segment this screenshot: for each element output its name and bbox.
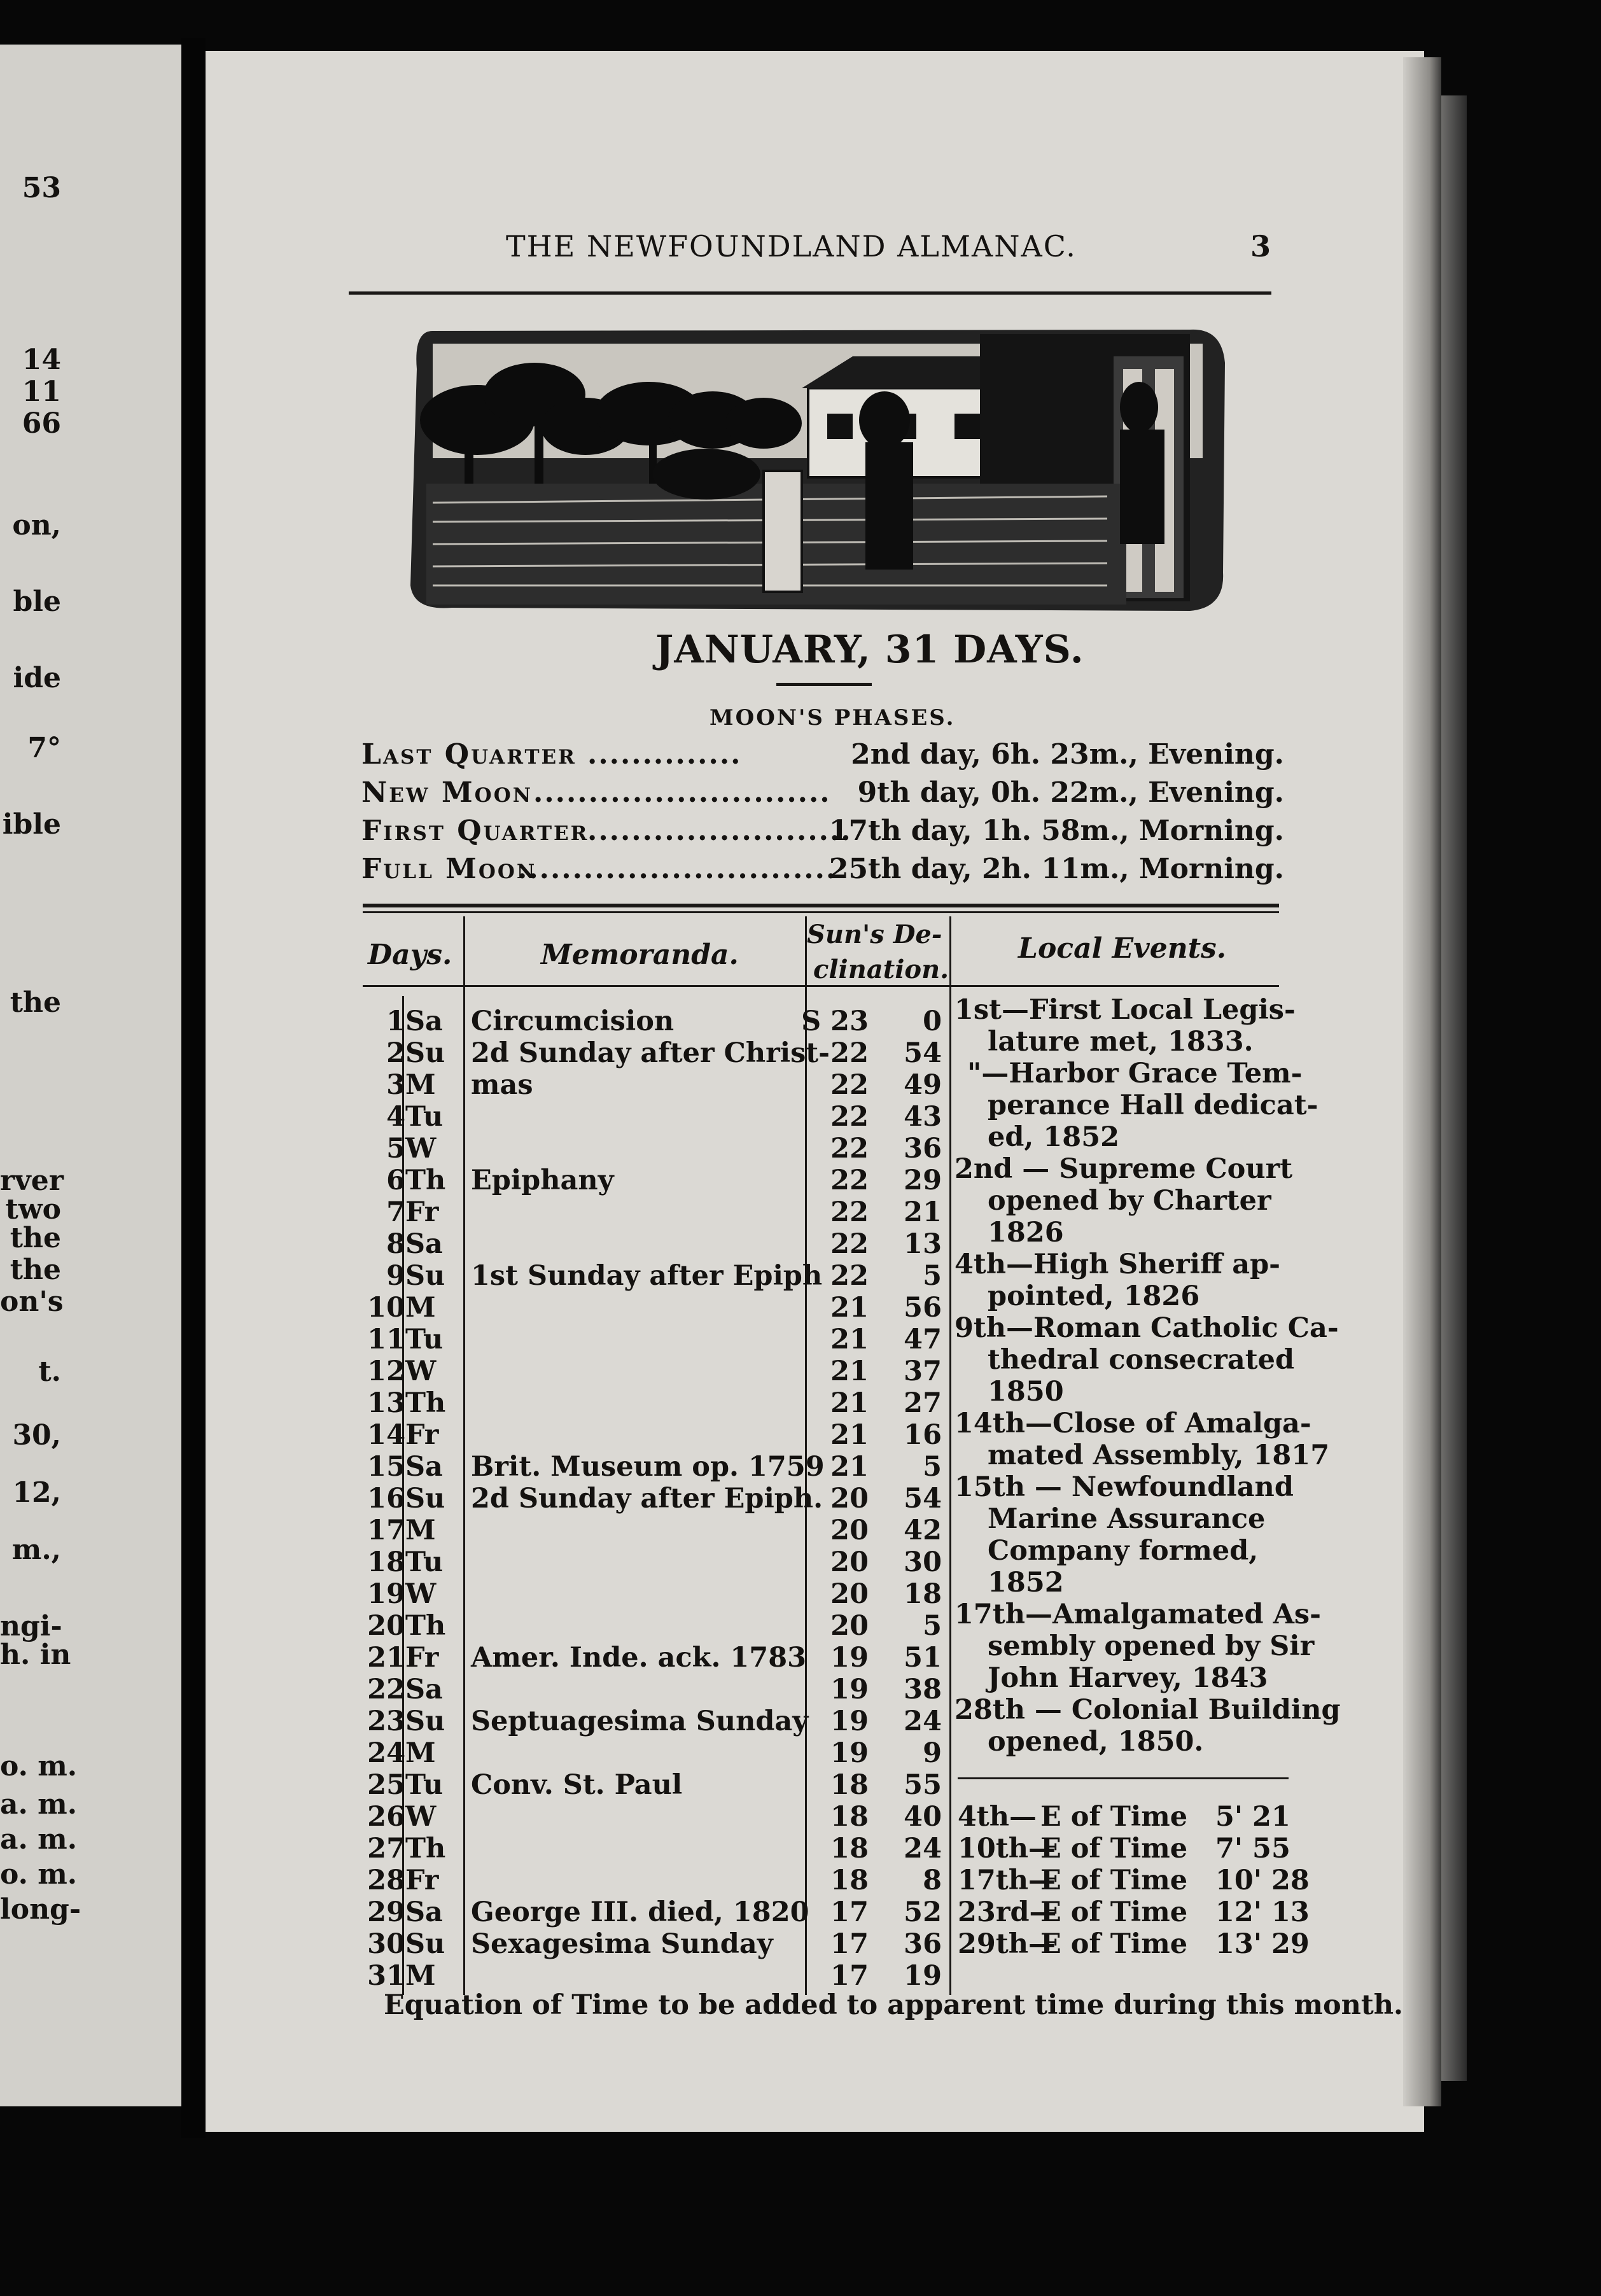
weekday: W	[405, 1578, 437, 1610]
moon-phases-heading: MOON'S PHASES.	[710, 705, 956, 731]
facing-page-text-fragment: o. m.	[0, 1750, 78, 1782]
weekday: Tu	[405, 1101, 444, 1133]
declination-minutes: 49	[904, 1069, 942, 1101]
day-number: 19	[367, 1578, 405, 1610]
local-event-line: John Harvey, 1843	[988, 1662, 1268, 1694]
declination-minutes: 18	[904, 1578, 942, 1610]
facing-page-text-fragment: the	[10, 1254, 61, 1286]
equation-of-time-row	[958, 1896, 1310, 1928]
running-header: THE NEWFOUNDLAND ALMANAC.	[506, 229, 1077, 263]
eot-label: E of Time	[1040, 1896, 1188, 1928]
declination-degrees: 19	[830, 1674, 869, 1705]
weekday: Su	[405, 1705, 445, 1737]
declination-minutes: 19	[904, 1960, 942, 1992]
weekday: Sa	[405, 1005, 443, 1037]
declination-minutes: 27	[904, 1387, 942, 1419]
weekday: Su	[405, 1928, 445, 1960]
phase-name: Full Moon	[361, 853, 537, 885]
day-number: 16	[367, 1483, 405, 1515]
eot-day: 17th—	[958, 1865, 1056, 1896]
declination-degrees: 20	[830, 1483, 869, 1515]
declination-degrees: 19	[830, 1642, 869, 1674]
day-number: 27	[367, 1833, 405, 1865]
declination-degrees: 21	[830, 1355, 869, 1387]
day-number: 11	[367, 1324, 405, 1355]
eot-value: 10' 28	[1215, 1865, 1310, 1896]
day-number: 2	[386, 1037, 405, 1069]
equation-of-time-row	[958, 1801, 1289, 1833]
declination-degrees: 19	[830, 1705, 869, 1737]
phase-name: Last Quarter	[361, 738, 577, 771]
facing-page-text-fragment: 14	[22, 344, 61, 376]
eot-label: E of Time	[1040, 1833, 1188, 1865]
declination-degrees: 19	[830, 1737, 869, 1769]
weekday: W	[405, 1355, 437, 1387]
phase-leader-dots: ...........................	[533, 776, 831, 809]
declination-minutes: 29	[904, 1165, 942, 1196]
declination-minutes: 56	[904, 1292, 942, 1324]
day-number: 26	[367, 1801, 405, 1833]
moon-phase-row	[361, 738, 1284, 776]
declination-minutes: 21	[904, 1196, 942, 1228]
local-event-line: lature met, 1833.	[988, 1026, 1254, 1058]
declination-degrees: 22	[830, 1133, 869, 1165]
table-top-rule-thin	[363, 911, 1279, 913]
declination-degrees: 18	[830, 1801, 869, 1833]
memorandum: Sexagesima Sunday	[471, 1928, 773, 1960]
weekday: Tu	[405, 1324, 444, 1355]
eot-value: 5' 21	[1215, 1801, 1290, 1833]
page-edge-shadow	[1441, 95, 1467, 2081]
local-event-line: 15th — Newfoundland	[954, 1471, 1294, 1503]
day-number: 30	[367, 1928, 405, 1960]
declination-minutes: 24	[904, 1705, 942, 1737]
weekday: W	[405, 1133, 437, 1165]
memorandum: Brit. Museum op. 1759	[471, 1451, 825, 1483]
declination-minutes: 54	[904, 1037, 942, 1069]
declination-minutes: 43	[904, 1101, 942, 1133]
equation-of-time-row	[958, 1928, 1310, 1960]
phase-name: First Quarter	[361, 815, 589, 847]
local-event-line: thedral consecrated	[988, 1344, 1295, 1376]
day-number: 9	[386, 1260, 405, 1292]
eot-day: 10th—	[958, 1833, 1056, 1865]
page-edge-stack	[1403, 57, 1441, 2106]
day-number: 29	[367, 1896, 405, 1928]
facing-page-text-fragment: ngi-	[0, 1610, 62, 1642]
phase-time: 25th day, 2h. 11m., Morning.	[828, 853, 1284, 885]
facing-page-text-fragment: on's	[0, 1285, 64, 1318]
weekday: Su	[405, 1260, 445, 1292]
declination-degrees: 22	[830, 1069, 869, 1101]
declination-minutes: 9	[923, 1737, 942, 1769]
phase-leader-dots: ........................	[587, 815, 852, 847]
local-event-line: mated Assembly, 1817	[988, 1439, 1330, 1471]
local-event-line: Marine Assurance	[988, 1503, 1266, 1535]
eot-day: 4th—	[958, 1801, 1037, 1833]
declination-degrees: 18	[830, 1865, 869, 1896]
weekday: Th	[405, 1165, 446, 1196]
facing-page-text-fragment: o. m.	[0, 1858, 78, 1891]
moon-phase-row	[361, 776, 1284, 815]
eot-day: 23rd—	[958, 1896, 1057, 1928]
day-number: 31	[367, 1960, 405, 1992]
day-number: 1	[386, 1005, 405, 1037]
day-number: 15	[367, 1451, 405, 1483]
declination-degrees: S 23	[801, 1005, 869, 1037]
facing-page-text-fragment: 53	[22, 172, 61, 204]
equation-of-time-row	[958, 1833, 1289, 1865]
page-number: 3	[1250, 229, 1271, 263]
memorandum: Septuagesima Sunday	[471, 1705, 809, 1737]
facing-page-text-fragment: the	[10, 1222, 61, 1254]
day-number: 20	[367, 1610, 405, 1642]
declination-degrees: 22	[830, 1037, 869, 1069]
facing-page-text-fragment: m.,	[11, 1534, 61, 1566]
memorandum: Epiphany	[471, 1165, 614, 1196]
table-row	[366, 1769, 1295, 1801]
local-event-line: 1852	[988, 1567, 1064, 1599]
declination-degrees: 20	[830, 1610, 869, 1642]
weekday: Fr	[405, 1419, 439, 1451]
declination-degrees: 22	[830, 1101, 869, 1133]
day-number: 22	[367, 1674, 405, 1705]
facing-page-text-fragment: ble	[13, 585, 61, 618]
local-event-line: "—Harbor Grace Tem-	[967, 1058, 1303, 1089]
eot-value: 12' 13	[1215, 1896, 1310, 1928]
eot-value: 7' 55	[1215, 1833, 1290, 1865]
declination-minutes: 24	[904, 1833, 942, 1865]
day-number: 4	[386, 1101, 405, 1133]
declination-degrees: 21	[830, 1292, 869, 1324]
declination-degrees: 20	[830, 1546, 869, 1578]
weekday: Fr	[405, 1865, 439, 1896]
header-declination-line2: clination.	[813, 955, 949, 984]
weekday: M	[405, 1292, 436, 1324]
local-event-line: ed, 1852	[988, 1121, 1120, 1153]
eot-value: 13' 29	[1215, 1928, 1310, 1960]
declination-degrees: 21	[830, 1419, 869, 1451]
eot-day: 29th—	[958, 1928, 1056, 1960]
declination-minutes: 16	[904, 1419, 942, 1451]
declination-minutes: 37	[904, 1355, 942, 1387]
weekday: M	[405, 1737, 436, 1769]
day-number: 17	[367, 1515, 405, 1546]
facing-page-text-fragment: 11	[22, 375, 61, 408]
declination-minutes: 0	[923, 1005, 942, 1037]
declination-degrees: 22	[830, 1260, 869, 1292]
local-event-line: opened, 1850.	[988, 1726, 1204, 1758]
table-row	[366, 1960, 1295, 1992]
phase-leader-dots: .............................	[517, 853, 837, 885]
local-event-line: 9th—Roman Catholic Ca-	[954, 1312, 1339, 1344]
phase-time: 17th day, 1h. 58m., Morning.	[828, 815, 1284, 847]
declination-degrees: 22	[830, 1165, 869, 1196]
local-event-line: 1850	[988, 1376, 1064, 1408]
local-event-line: 2nd — Supreme Court	[954, 1153, 1293, 1185]
weekday: Th	[405, 1387, 446, 1419]
declination-degrees: 17	[830, 1960, 869, 1992]
facing-page-text-fragment: long-	[0, 1893, 81, 1926]
facing-page-text-fragment: a. m.	[0, 1823, 78, 1856]
header-declination-line1: Sun's De-	[807, 920, 942, 949]
facing-page-text-fragment: ible	[2, 808, 61, 841]
local-event-line: perance Hall dedicat-	[988, 1089, 1318, 1121]
equation-of-time-row	[958, 1865, 1310, 1896]
declination-degrees: 18	[830, 1833, 869, 1865]
moon-phase-row	[361, 853, 1284, 891]
declination-minutes: 5	[923, 1610, 942, 1642]
title-rule	[776, 683, 872, 686]
phase-time: 9th day, 0h. 22m., Evening.	[857, 776, 1284, 809]
memorandum: George III. died, 1820	[471, 1896, 809, 1928]
declination-minutes: 36	[904, 1928, 942, 1960]
day-number: 21	[367, 1642, 405, 1674]
day-number: 10	[367, 1292, 405, 1324]
weekday: Fr	[405, 1642, 439, 1674]
phase-time: 2nd day, 6h. 23m., Evening.	[851, 738, 1284, 771]
declination-minutes: 52	[904, 1896, 942, 1928]
declination-minutes: 13	[904, 1228, 942, 1260]
weekday: W	[405, 1801, 437, 1833]
weekday: Sa	[405, 1451, 443, 1483]
facing-page-text-fragment: rver	[0, 1165, 64, 1197]
facing-page-text-fragment: on,	[12, 509, 61, 542]
facing-page-text-fragment: 12,	[12, 1476, 61, 1509]
declination-minutes: 51	[904, 1642, 942, 1674]
memorandum: Circumcision	[471, 1005, 675, 1037]
eot-label: E of Time	[1040, 1801, 1188, 1833]
declination-degrees: 21	[830, 1324, 869, 1355]
phase-leader-dots: ..............	[587, 738, 742, 771]
memorandum: Conv. St. Paul	[471, 1769, 683, 1801]
declination-minutes: 36	[904, 1133, 942, 1165]
day-number: 23	[367, 1705, 405, 1737]
local-event-line: sembly opened by Sir	[988, 1630, 1315, 1662]
declination-minutes: 55	[904, 1769, 942, 1801]
declination-degrees: 21	[830, 1451, 869, 1483]
day-number: 24	[367, 1737, 405, 1769]
weekday: M	[405, 1069, 436, 1101]
header-days: Days.	[368, 939, 452, 971]
day-number: 13	[367, 1387, 405, 1419]
declination-minutes: 42	[904, 1515, 942, 1546]
declination-degrees: 22	[830, 1228, 869, 1260]
header-local-events: Local Events.	[1018, 932, 1227, 965]
weekday: Fr	[405, 1196, 439, 1228]
memorandum: 1st Sunday after Epiph	[471, 1260, 823, 1292]
header-memoranda: Memoranda.	[541, 939, 739, 971]
facing-page-text-fragment: a. m.	[0, 1788, 78, 1821]
weekday: M	[405, 1515, 436, 1546]
local-event-line: 1826	[988, 1217, 1064, 1249]
day-number: 18	[367, 1546, 405, 1578]
declination-degrees: 21	[830, 1387, 869, 1419]
moon-phase-row	[361, 815, 1284, 853]
declination-minutes: 47	[904, 1324, 942, 1355]
declination-degrees: 20	[830, 1515, 869, 1546]
day-number: 5	[386, 1133, 405, 1165]
declination-degrees: 17	[830, 1896, 869, 1928]
weekday: Tu	[405, 1769, 444, 1801]
weekday: Tu	[405, 1546, 444, 1578]
day-number: 7	[386, 1196, 405, 1228]
facing-page-text-fragment: two	[5, 1193, 61, 1226]
weekday: M	[405, 1960, 436, 1992]
declination-degrees: 22	[830, 1196, 869, 1228]
memorandum: 2d Sunday after Christ-	[471, 1037, 830, 1069]
equation-of-time-footnote: Equation of Time to be added to apparent time during this month.	[384, 1989, 1403, 2021]
facing-page-text-fragment: 66	[22, 407, 61, 440]
facing-page-text-fragment: the	[10, 986, 61, 1019]
day-number: 25	[367, 1769, 405, 1801]
declination-degrees: 20	[830, 1578, 869, 1610]
phase-name: New Moon	[361, 776, 533, 809]
declination-degrees: 17	[830, 1928, 869, 1960]
declination-minutes: 8	[923, 1865, 942, 1896]
day-number: 3	[386, 1069, 405, 1101]
memorandum: Amer. Inde. ack. 1783	[471, 1642, 807, 1674]
day-number: 28	[367, 1865, 405, 1896]
eot-label: E of Time	[1040, 1928, 1188, 1960]
farm-woodcut-illustration	[407, 318, 1228, 617]
weekday: Sa	[405, 1228, 443, 1260]
day-number: 12	[367, 1355, 405, 1387]
local-event-line: Company formed,	[988, 1535, 1259, 1567]
weekday: Sa	[405, 1896, 443, 1928]
memorandum: mas	[471, 1069, 533, 1101]
weekday: Su	[405, 1037, 445, 1069]
header-rule	[349, 291, 1271, 295]
declination-degrees: 18	[830, 1769, 869, 1801]
memorandum: 2d Sunday after Epiph.	[471, 1483, 823, 1515]
local-event-line: 17th—Amalgamated As-	[954, 1599, 1321, 1630]
weekday: Su	[405, 1483, 445, 1515]
local-event-line: 28th — Colonial Building	[954, 1694, 1341, 1726]
weekday: Th	[405, 1833, 446, 1865]
facing-page-text-fragment: t.	[38, 1355, 61, 1388]
day-number: 14	[367, 1419, 405, 1451]
eot-label: E of Time	[1040, 1865, 1188, 1896]
table-top-rule	[363, 904, 1279, 907]
facing-page-text-fragment: ide	[13, 662, 61, 694]
book-gutter	[181, 38, 206, 2138]
local-event-line: 4th—High Sheriff ap-	[954, 1249, 1281, 1280]
facing-page-text-fragment: h. in	[0, 1639, 71, 1671]
declination-minutes: 30	[904, 1546, 942, 1578]
facing-page-text-fragment: 30,	[12, 1419, 61, 1452]
month-title: JANUARY, 31 DAYS.	[655, 627, 1084, 672]
declination-minutes: 5	[923, 1451, 942, 1483]
day-number: 8	[386, 1228, 405, 1260]
declination-minutes: 38	[904, 1674, 942, 1705]
weekday: Sa	[405, 1674, 443, 1705]
declination-minutes: 40	[904, 1801, 942, 1833]
local-event-line: pointed, 1826	[988, 1280, 1200, 1312]
local-event-line: 1st—First Local Legis-	[954, 994, 1296, 1026]
facing-page-text-fragment: 7°	[27, 732, 61, 764]
weekday: Th	[405, 1610, 446, 1642]
local-event-line: 14th—Close of Amalga-	[954, 1408, 1311, 1439]
local-event-line: opened by Charter	[988, 1185, 1271, 1217]
declination-minutes: 5	[923, 1260, 942, 1292]
header-bottom-rule	[363, 985, 1279, 987]
declination-minutes: 54	[904, 1483, 942, 1515]
day-number: 6	[386, 1165, 405, 1196]
